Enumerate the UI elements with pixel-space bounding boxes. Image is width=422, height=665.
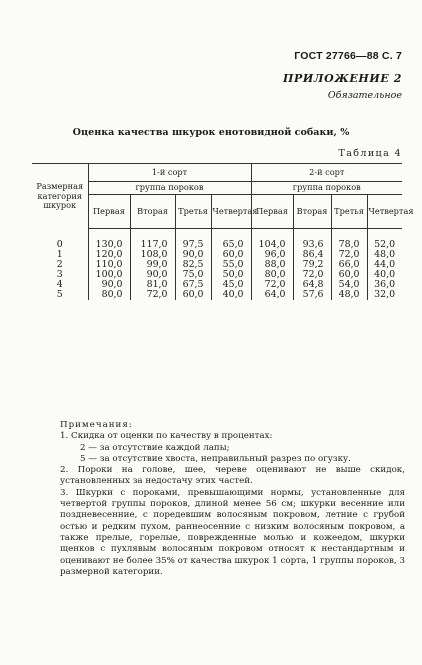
- value-cell: 57,6: [293, 290, 331, 300]
- size-category-cell: 4: [56, 279, 63, 290]
- header-group-second: Вторая: [293, 195, 331, 229]
- value-cell: 72,0: [130, 290, 175, 300]
- size-category-cell: 2: [56, 259, 63, 270]
- table-body: [32, 229, 402, 301]
- value-cell: 104,0: [251, 229, 293, 251]
- value-cell: 90,0: [88, 280, 130, 290]
- appendix-block: [283, 72, 402, 101]
- page-header: ГОСТ 27766—88 С. 7: [294, 50, 402, 62]
- notes-heading: Примечания:: [60, 420, 133, 430]
- value-cell: 75,0: [175, 270, 211, 280]
- note-1a: 2 — за отсутствие каждой лапы;: [80, 442, 230, 453]
- value-cell: 48,0: [331, 290, 367, 300]
- header-group-third: Третья: [175, 195, 211, 229]
- value-cell: 40,0: [211, 290, 251, 300]
- value-cell: 117,0: [130, 229, 175, 251]
- value-cell: 99,0: [130, 260, 175, 270]
- value-cell: 80,0: [88, 290, 130, 300]
- quality-table: [32, 163, 414, 300]
- appendix-status: Обязательное: [327, 90, 402, 101]
- value-cell: 100,0: [88, 270, 130, 280]
- value-cell: 32,0: [367, 290, 402, 300]
- header-sort-2: 2-й сорт: [251, 164, 402, 182]
- value-cell: 64,8: [293, 280, 331, 290]
- value-cell: 93,6: [293, 229, 331, 251]
- value-cell: 72,0: [293, 270, 331, 280]
- table-row: [32, 290, 402, 300]
- note-1: 1. Скидка от оценки по качеству в процентах:: [60, 431, 273, 442]
- value-cell: 60,0: [211, 250, 251, 260]
- value-cell: 36,0: [367, 280, 402, 290]
- value-cell: 90,0: [130, 270, 175, 280]
- value-cell: 110,0: [88, 260, 130, 270]
- value-cell: 86,4: [293, 250, 331, 260]
- value-cell: 72,0: [331, 250, 367, 260]
- value-cell: 130,0: [88, 229, 130, 251]
- value-cell: 60,0: [175, 290, 211, 300]
- value-cell: 96,0: [251, 250, 293, 260]
- appendix-title: ПРИЛОЖЕНИЕ 2: [282, 72, 402, 85]
- value-cell: 60,0: [331, 270, 367, 280]
- table-row: [32, 229, 402, 251]
- value-cell: 40,0: [367, 270, 402, 280]
- value-cell: 55,0: [211, 260, 251, 270]
- value-cell: 78,0: [331, 229, 367, 251]
- value-cell: 120,0: [88, 250, 130, 260]
- header-sort-1: 1-й сорт: [88, 164, 251, 182]
- note-2: 2. Пороки на голове, шее, череве оценивают не выше скидок, установленных за недостачу этих частей.: [60, 465, 405, 487]
- value-cell: 48,0: [367, 250, 402, 260]
- value-cell: 81,0: [130, 280, 175, 290]
- document-title: Оценка качества шкурок енотовидной собаки, %: [72, 127, 350, 138]
- value-cell: 66,0: [331, 260, 367, 270]
- note-1b: 5 — за отсутствие хвоста, неправильный разрез по огузку.: [80, 453, 351, 464]
- value-cell: 64,0: [251, 290, 293, 300]
- value-cell: 80,0: [251, 270, 293, 280]
- size-category-cell: 5: [56, 289, 63, 300]
- header-group-first: Первая: [251, 195, 293, 229]
- header-defect-group-2: группа пороков: [251, 182, 402, 195]
- value-cell: 44,0: [367, 260, 402, 270]
- size-category-cell: 0: [56, 238, 63, 250]
- value-cell: 54,0: [331, 280, 367, 290]
- value-cell: 65,0: [211, 229, 251, 251]
- size-category-cell: 1: [56, 249, 63, 260]
- value-cell: 52,0: [367, 229, 402, 251]
- value-cell: 67,5: [175, 280, 211, 290]
- value-cell: 72,0: [251, 280, 293, 290]
- value-cell: 90,0: [175, 250, 211, 260]
- value-cell: 108,0: [130, 250, 175, 260]
- value-cell: 79,2: [293, 260, 331, 270]
- notes-section: [50, 420, 405, 578]
- header-defect-group-1: группа пороков: [88, 182, 251, 195]
- value-cell: 50,0: [211, 270, 251, 280]
- header-group-fourth: Четвертая: [367, 195, 402, 229]
- header-size-category: Размерная категория шкурок: [32, 164, 88, 229]
- note-3: 3. Шкурки с пороками, превышающими нормы, установленные для четвертой группы пороков, длиной менее 56 см; шкурки весенние или поздневесенние, с поредевшим волосяным покровом, летние с грубой остью и редким пухом, раннеосенние с низким волосяным покровом, а также прелые, горелые, поврежденные молью и кожеедом, шкурки щенков с пухлявым волосяным покровом относят к нестандартным и оценивают не более 35% от качества шкурок 1 сорта, 1 группы пороков, 3 размерной категории.: [60, 487, 405, 577]
- value-cell: 88,0: [251, 260, 293, 270]
- value-cell: 82,5: [175, 260, 211, 270]
- header-group-third: Третья: [331, 195, 367, 229]
- header-group-fourth: Четвертая: [211, 195, 251, 229]
- header-group-second: Вторая: [130, 195, 175, 229]
- value-cell: 45,0: [211, 280, 251, 290]
- table-number: Таблица 4: [338, 148, 402, 159]
- size-category-cell: 3: [56, 269, 63, 280]
- header-group-first: Первая: [88, 195, 130, 229]
- value-cell: 97,5: [175, 229, 211, 251]
